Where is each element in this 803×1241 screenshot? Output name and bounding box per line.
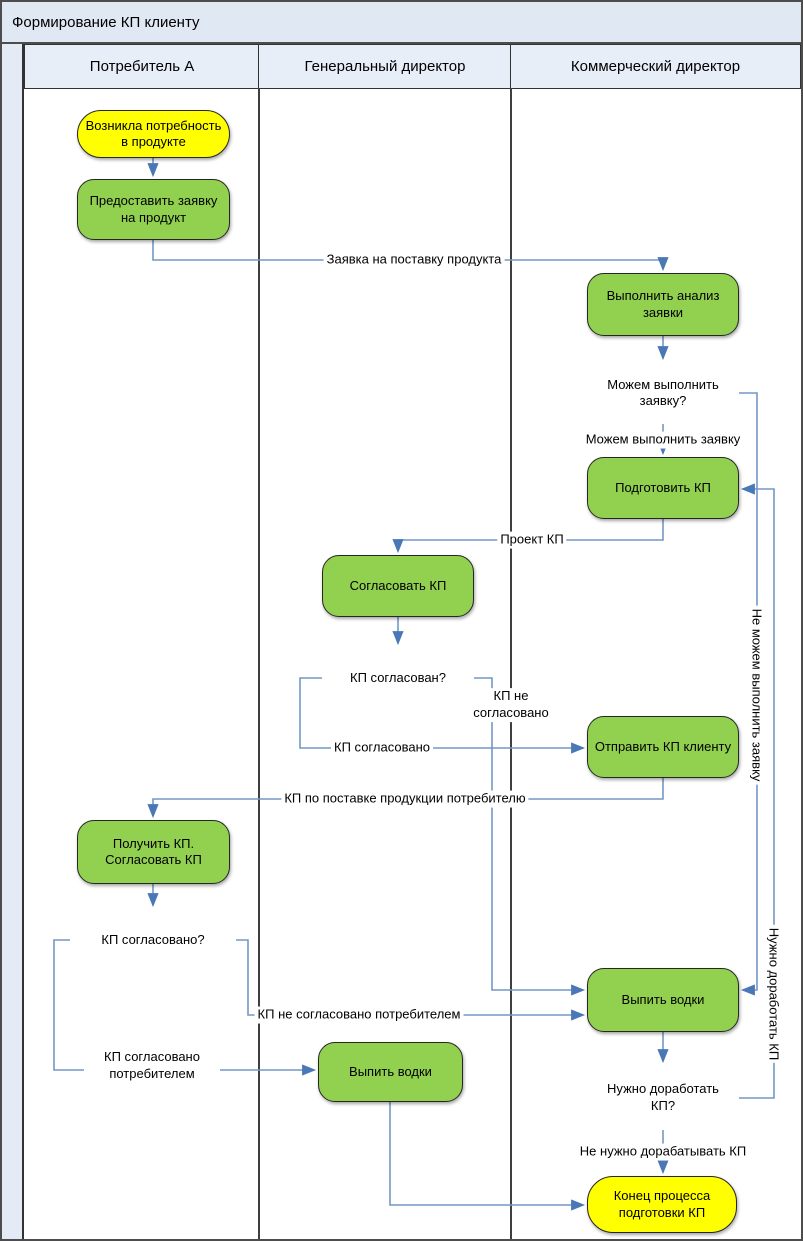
task-submit-request: Предоставить заявку на продукт [77,179,230,240]
edge-label-draft-kp: Проект КП [497,532,566,549]
diagram-title: Формирование КП клиенту [12,13,200,31]
task-drink-vodka-cd: Выпить водки [587,968,739,1032]
task-drink-vodka-gd: Выпить водки [318,1042,463,1102]
decision-can-fulfill [587,362,739,424]
diagram-title-bar [2,2,801,44]
lane-header-consumer-a: Потребитель А [24,44,260,89]
decision-kp-approved [322,647,474,709]
decision-need-rework-label: Нужно доработать КП? [607,1081,719,1113]
edge-label-request-supply: Заявка на поставку продукта [324,252,505,269]
edge-label-can-fulfill-yes: Можем выполнить заявку [583,432,744,449]
edge-not-agreed-by-consumer [236,940,583,1015]
task-receive-kp: Получить КП. Согласовать КП [77,820,230,884]
end-event: Конец процесса подготовки КП [587,1176,737,1233]
lane-divider-2 [510,88,512,1239]
edge-label-kp-delivery: КП по поставке продукции потребителю [281,791,528,808]
start-event: Возникла потребность в продукте [77,110,230,158]
lane-header-general-director: Генеральный директор [258,44,512,89]
decision-need-rework [587,1065,739,1130]
decision-can-fulfill-label: Можем выполнить заявку? [607,376,719,408]
process-strip [2,44,24,1239]
lane-header-commercial-director: Коммерческий директор [510,44,801,89]
decision-kp-consumer-label: КП согласовано? [101,931,205,947]
task-send-kp: Отправить КП клиенту [587,716,739,778]
edge-label-can-fulfill-no: Не можем выполнить заявку [750,606,765,785]
edge-label-no-rework: Не нужно дорабатывать КП [577,1144,749,1161]
edge-vodka-gd-to-end [390,1102,583,1205]
edge-label-need-rework: Нужно доработать КП [767,925,782,1063]
lane-divider-1 [258,88,260,1239]
decision-kp-consumer [70,909,236,971]
decision-kp-approved-label: КП согласован? [350,669,446,685]
edge-label-kp-not-agreed: КП не согласовано [462,688,560,722]
edge-label-kp-agreed: КП согласовано [331,740,433,757]
edge-kp-not-agreed [474,678,583,990]
task-approve-kp: Согласовать КП [322,555,474,617]
task-analyze-request: Выполнить анализ заявки [587,273,739,336]
task-prepare-kp: Подготовить КП [587,457,739,519]
edge-label-agreed-by-consumer: КП согласовано потребителем [84,1049,220,1083]
edge-label-not-agreed-by-consumer: КП не согласовано потребителем [255,1007,464,1024]
